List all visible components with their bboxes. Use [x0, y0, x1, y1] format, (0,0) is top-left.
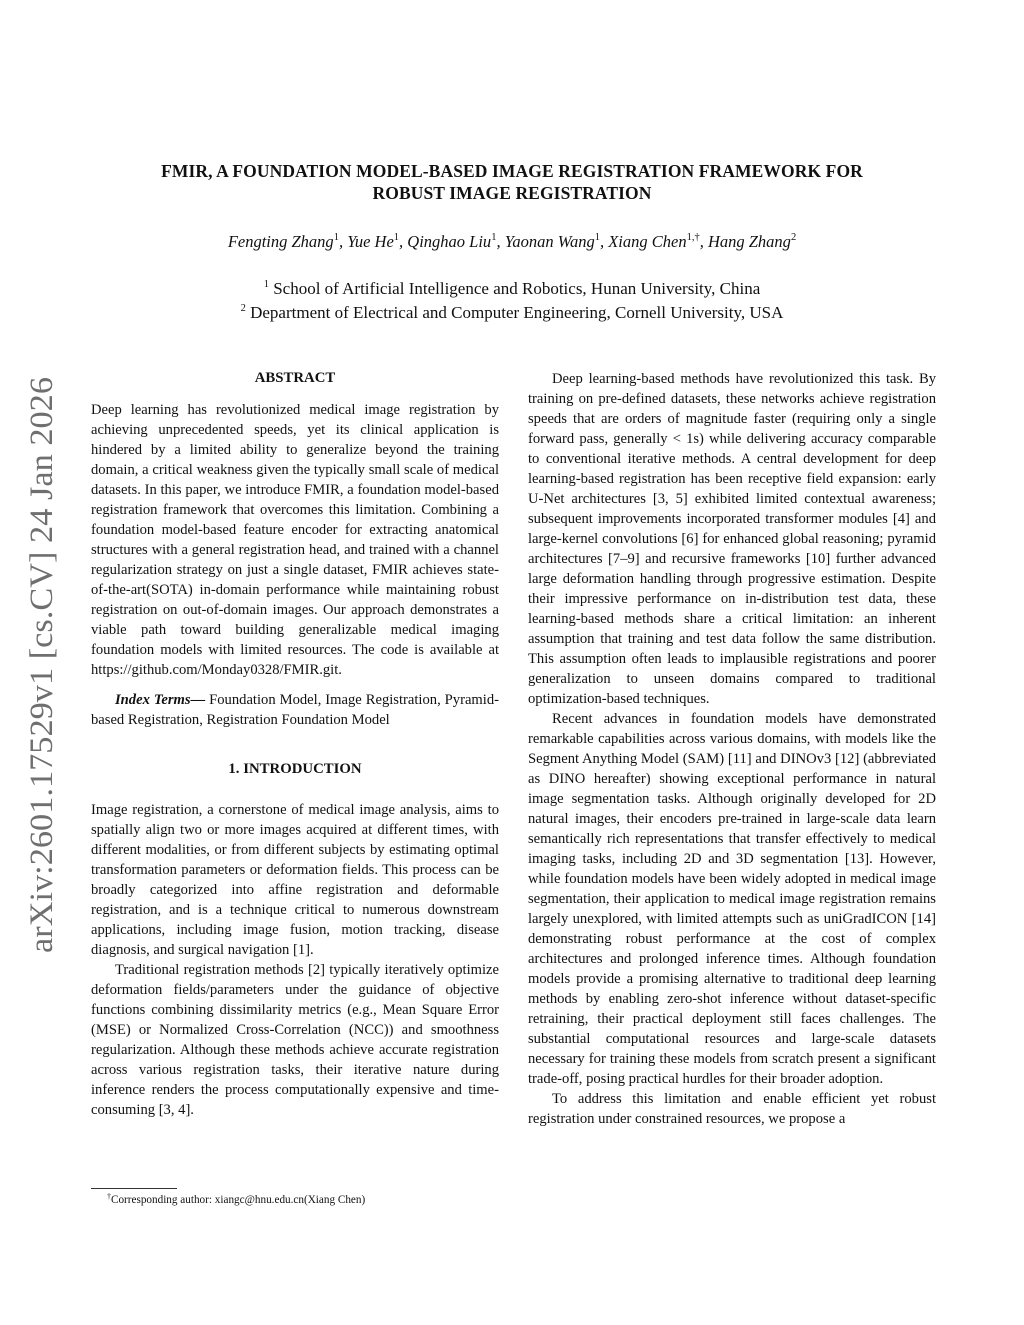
arxiv-identifier: arXiv:2601.17529v1 [cs.CV] 24 Jan 2026: [24, 399, 60, 953]
abstract-heading: ABSTRACT: [254, 370, 336, 386]
introduction-heading: 1. INTRODUCTION: [228, 761, 362, 777]
footnote-text: Corresponding author: xiangc@hnu.edu.cn(Xiang Chen): [111, 1194, 366, 1206]
affiliation-1: $^1$ School of Artificial Intelligence and Robotics, Hunan University, China: [263, 279, 761, 298]
abstract-text: Deep learning has revolutionized medical image registration by achieving unprecedented speeds, yet its clinical application is hindered by a limited ability to generalize beyond the training domain, a critical weakness given the typically small scale of medical datasets. In this paper, we introduce FMIR, a foundation model-based registration framework that overcomes this limitation. Combining a foundation model-based feature encoder for extracting anatomical structures with a general registration head, and trained with a channel regularization strategy on just a single dataset, FMIR achieves state-of-the-art(SOTA) in-domain performance while maintaining robust registration on out-of-domain images. Our approach demonstrates a viable path toward building generalizable medical imaging foundation models with limited resources. The code is available at https://github.com/Monday0328/FMIR.git.: [91, 402, 499, 678]
footnote-mark: †: [107, 1192, 111, 1201]
footnote-divider: [91, 1188, 177, 1189]
body-paragraph-2: Recent advances in foundation models have demonstrated remarkable capabilities across various domains, with models like the Segment Anything Model (SAM) [11] and DINOv3 [12] (abbreviated as DINO hereafter) showing exceptional performance in natural image segmentation tasks. Although originally developed for 2D natural images, their encoders pre-trained in large-scale data learn semantically rich representations that transfer effectively to medical imaging tasks, including 2D and 3D segmentation [13]. However, while foundation models have been widely adopted in medical image segmentation, their application to medical image registration remains largely unexplored, with limited attempts such as uniGradICON [14] demonstrating robust performance at the cost of complex architectures and prolonged inference times. Although foundation models provide a promising alternative to traditional deep learning methods by enabling zero-shot inference without dataset-specific retraining, their practical deployment still faces challenges. The substantial computational resources and large-scale datasets necessary for training these models from scratch present a significant trade-off, posing practical hurdles for their broader adoption.: [528, 711, 936, 1087]
title-line-1: FMIR, A FOUNDATION MODEL-BASED IMAGE REGISTRATION FRAMEWORK FOR: [161, 161, 863, 181]
left-column: [91, 368, 499, 1120]
paper-title: [80, 160, 944, 204]
arxiv-side-stamp: [4, 375, 64, 955]
intro-paragraph-1: Image registration, a cornerstone of medical image analysis, aims to spatially align two or more images acquired at different times, with different modalities, or from different subjects by estimating optimal transformation parameters or deformation fields. This process can be broadly categorized into affine registration and deformable registration, and is a technique critical to numerous downstream applications, including image fusion, motion tracking, disease diagnosis, and surgical navigation [1].: [91, 802, 499, 958]
author: Xiang Chen$^{1,\dagger}$,: [608, 232, 708, 251]
author: Yue He$^1$,: [347, 232, 408, 251]
intro-paragraph-2: Traditional registration methods [2] typically iteratively optimize deformation fields/parameters under the guidance of objective functions combining dissimilarity metrics (e.g., Mean Square Error (MSE) or Normalized Cross-Correlation (NCC)) and smoothness regularization. Although these methods achieve accurate registration across various registration tasks, their iterative nature during inference renders the process computationally expensive and time-consuming [3, 4].: [91, 962, 499, 1118]
index-terms-label: Index Terms—: [115, 692, 206, 708]
title-line-2: ROBUST IMAGE REGISTRATION: [372, 183, 652, 203]
index-terms-text: Foundation Model, Image Registration, Pyramid-based Registration, Registration Foundation Model: [91, 692, 499, 728]
body-paragraph-3: To address this limitation and enable efficient yet robust registration under constrained resources, we propose a: [528, 1091, 936, 1127]
index-terms: [91, 690, 499, 730]
author: Yaonan Wang$^1$,: [504, 232, 609, 251]
body-paragraph-1: Deep learning-based methods have revolutionized this task. By training on pre-defined datasets, these networks achieve registration speeds that are orders of magnitude faster (requiring only a single forward pass, generally < 1s) while delivering accuracy comparable to conventional iterative methods. A central development for deep learning-based registration has been receptive field expansion: early U-Net architectures [3, 5] exhibited limited contextual awareness; subsequent improvements incorporated transformer modules [4] and large-kernel convolutions [6] for enhanced global reasoning; pyramid architectures [7–9] and recursive frameworks [10] further advanced large deformation handling through progressive estimation. Despite their impressive performance on in-distribution test data, these learning-based methods share a critical limitation: an inherent assumption that training and test data follow the same distribution. This assumption often leads to implausible registrations and poorer generalization to unseen domains compared to traditional optimization-based techniques.: [528, 371, 936, 707]
right-column: [528, 369, 936, 1129]
author: Fengting Zhang$^1$,: [227, 232, 348, 251]
affiliation-2: $^2$ Department of Electrical and Computer Engineering, Cornell University, USA: [240, 303, 784, 322]
author: Qinghao Liu$^1$,: [407, 232, 505, 251]
footnote: [107, 1193, 365, 1208]
author: Hang Zhang$^2$: [707, 232, 797, 251]
author-list: [80, 231, 944, 253]
